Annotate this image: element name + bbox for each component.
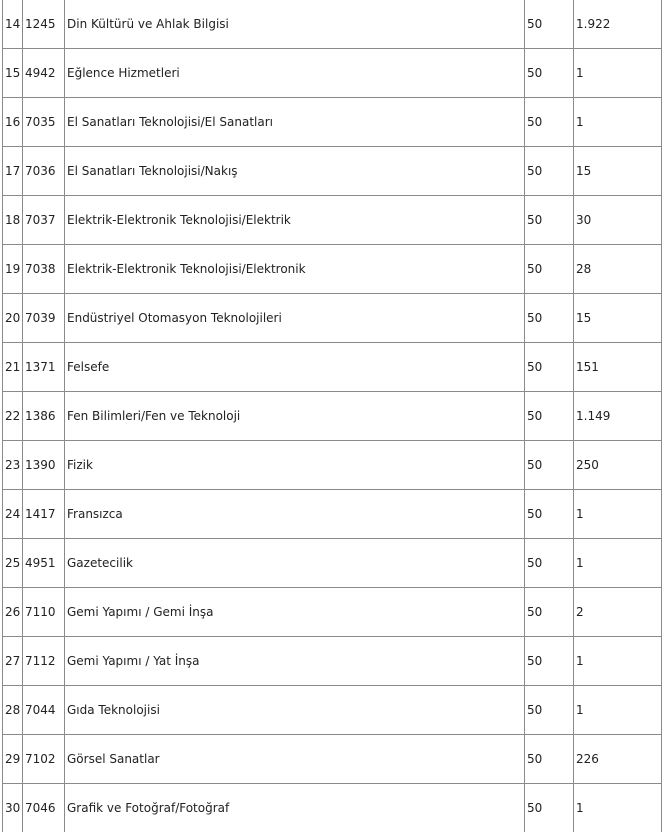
data-table bbox=[2, 0, 662, 832]
quota-cell: 50 bbox=[525, 392, 574, 441]
count-cell: 15 bbox=[574, 294, 662, 343]
quota-cell: 50 bbox=[525, 343, 574, 392]
field-code-cell: 7036 bbox=[23, 147, 65, 196]
row-number-cell: 20 bbox=[3, 294, 23, 343]
field-code-cell: 7038 bbox=[23, 245, 65, 294]
table-body bbox=[3, 0, 662, 832]
row-number-cell: 27 bbox=[3, 637, 23, 686]
row-number-cell: 15 bbox=[3, 49, 23, 98]
field-name-cell: Elektrik-Elektronik Teknolojisi/Elektrik bbox=[65, 196, 525, 245]
table-row bbox=[3, 245, 662, 294]
field-name-cell: Fizik bbox=[65, 441, 525, 490]
field-code-cell: 7112 bbox=[23, 637, 65, 686]
row-number-cell: 22 bbox=[3, 392, 23, 441]
table-row bbox=[3, 637, 662, 686]
row-number-cell: 16 bbox=[3, 98, 23, 147]
field-name-cell: Din Kültürü ve Ahlak Bilgisi bbox=[65, 0, 525, 49]
quota-cell: 50 bbox=[525, 784, 574, 832]
table-row bbox=[3, 735, 662, 784]
field-name-cell: Görsel Sanatlar bbox=[65, 735, 525, 784]
table-row bbox=[3, 49, 662, 98]
table-row bbox=[3, 784, 662, 832]
table-row bbox=[3, 0, 662, 49]
row-number-cell: 18 bbox=[3, 196, 23, 245]
field-name-cell: Grafik ve Fotoğraf/Fotoğraf bbox=[65, 784, 525, 832]
quota-cell: 50 bbox=[525, 245, 574, 294]
field-code-cell: 1386 bbox=[23, 392, 65, 441]
row-number-cell: 25 bbox=[3, 539, 23, 588]
quota-cell: 50 bbox=[525, 588, 574, 637]
field-code-cell: 4951 bbox=[23, 539, 65, 588]
quota-cell: 50 bbox=[525, 49, 574, 98]
row-number-cell: 21 bbox=[3, 343, 23, 392]
quota-cell: 50 bbox=[525, 686, 574, 735]
count-cell: 28 bbox=[574, 245, 662, 294]
field-code-cell: 4942 bbox=[23, 49, 65, 98]
count-cell: 30 bbox=[574, 196, 662, 245]
field-name-cell: Elektrik-Elektronik Teknolojisi/Elektronik bbox=[65, 245, 525, 294]
field-code-cell: 7037 bbox=[23, 196, 65, 245]
table-row bbox=[3, 441, 662, 490]
quota-cell: 50 bbox=[525, 735, 574, 784]
row-number-cell: 29 bbox=[3, 735, 23, 784]
field-name-cell: Fen Bilimleri/Fen ve Teknoloji bbox=[65, 392, 525, 441]
count-cell: 1 bbox=[574, 98, 662, 147]
table-row bbox=[3, 343, 662, 392]
quota-cell: 50 bbox=[525, 196, 574, 245]
row-number-cell: 17 bbox=[3, 147, 23, 196]
field-code-cell: 7039 bbox=[23, 294, 65, 343]
field-name-cell: Eğlence Hizmetleri bbox=[65, 49, 525, 98]
quota-cell: 50 bbox=[525, 0, 574, 49]
field-code-cell: 1245 bbox=[23, 0, 65, 49]
table-row bbox=[3, 539, 662, 588]
quota-cell: 50 bbox=[525, 490, 574, 539]
quota-cell: 50 bbox=[525, 98, 574, 147]
field-name-cell: El Sanatları Teknolojisi/Nakış bbox=[65, 147, 525, 196]
count-cell: 1 bbox=[574, 539, 662, 588]
count-cell: 1.149 bbox=[574, 392, 662, 441]
count-cell: 1 bbox=[574, 784, 662, 832]
row-number-cell: 14 bbox=[3, 0, 23, 49]
table-row bbox=[3, 686, 662, 735]
row-number-cell: 26 bbox=[3, 588, 23, 637]
field-code-cell: 1417 bbox=[23, 490, 65, 539]
field-code-cell: 7044 bbox=[23, 686, 65, 735]
table-row bbox=[3, 588, 662, 637]
field-name-cell: Fransızca bbox=[65, 490, 525, 539]
count-cell: 1 bbox=[574, 686, 662, 735]
field-name-cell: Gemi Yapımı / Yat İnşa bbox=[65, 637, 525, 686]
quota-cell: 50 bbox=[525, 294, 574, 343]
field-name-cell: Gemi Yapımı / Gemi İnşa bbox=[65, 588, 525, 637]
row-number-cell: 30 bbox=[3, 784, 23, 832]
table-row bbox=[3, 294, 662, 343]
quota-cell: 50 bbox=[525, 441, 574, 490]
count-cell: 250 bbox=[574, 441, 662, 490]
count-cell: 2 bbox=[574, 588, 662, 637]
table-row bbox=[3, 196, 662, 245]
row-number-cell: 23 bbox=[3, 441, 23, 490]
field-name-cell: Endüstriyel Otomasyon Teknolojileri bbox=[65, 294, 525, 343]
field-name-cell: Felsefe bbox=[65, 343, 525, 392]
field-name-cell: El Sanatları Teknolojisi/El Sanatları bbox=[65, 98, 525, 147]
row-number-cell: 19 bbox=[3, 245, 23, 294]
field-name-cell: Gazetecilik bbox=[65, 539, 525, 588]
count-cell: 1.922 bbox=[574, 0, 662, 49]
quota-cell: 50 bbox=[525, 637, 574, 686]
field-code-cell: 7046 bbox=[23, 784, 65, 832]
table-row bbox=[3, 490, 662, 539]
field-name-cell: Gıda Teknolojisi bbox=[65, 686, 525, 735]
quota-cell: 50 bbox=[525, 539, 574, 588]
table-row bbox=[3, 392, 662, 441]
table-row bbox=[3, 147, 662, 196]
field-code-cell: 7102 bbox=[23, 735, 65, 784]
row-number-cell: 28 bbox=[3, 686, 23, 735]
count-cell: 226 bbox=[574, 735, 662, 784]
field-code-cell: 7035 bbox=[23, 98, 65, 147]
count-cell: 1 bbox=[574, 490, 662, 539]
field-code-cell: 7110 bbox=[23, 588, 65, 637]
quota-cell: 50 bbox=[525, 147, 574, 196]
table-row bbox=[3, 98, 662, 147]
field-code-cell: 1371 bbox=[23, 343, 65, 392]
row-number-cell: 24 bbox=[3, 490, 23, 539]
count-cell: 1 bbox=[574, 637, 662, 686]
count-cell: 151 bbox=[574, 343, 662, 392]
count-cell: 15 bbox=[574, 147, 662, 196]
count-cell: 1 bbox=[574, 49, 662, 98]
field-code-cell: 1390 bbox=[23, 441, 65, 490]
